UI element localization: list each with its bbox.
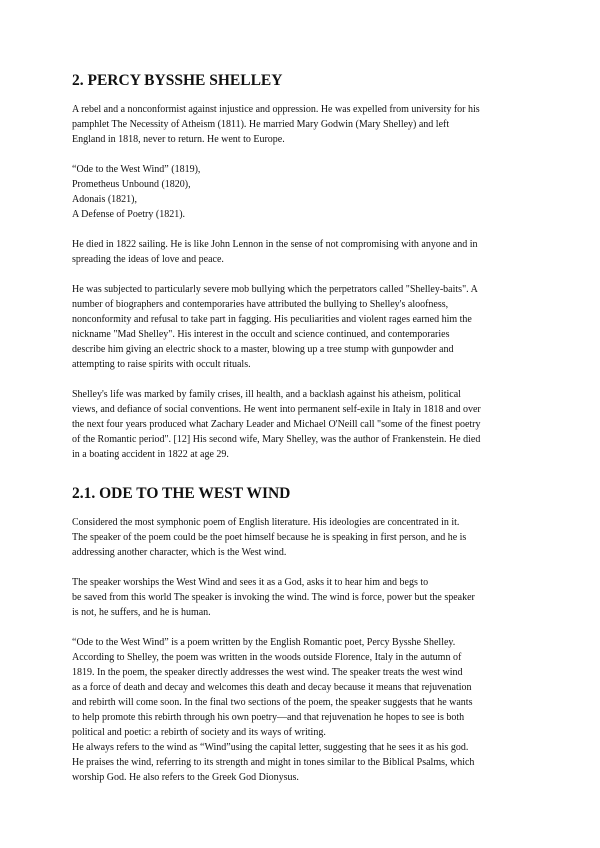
text-line: attempting to raise spirits with occult rituals. xyxy=(72,359,251,370)
text-line: number of biographers and contemporaries have attributed the bullying to Shelley's aloofness, xyxy=(72,299,449,310)
text-line: spreading the ideas of love and peace. xyxy=(72,254,224,265)
paragraph xyxy=(72,575,532,620)
section-body-ode-west-wind xyxy=(72,515,532,785)
text-line: 1819. In the poem, the speaker directly addresses the west wind. The speaker treats the west wind xyxy=(72,667,463,678)
text-line: of the Romantic period". [12] His second wife, Mary Shelley, was the author of Frankenstein. He died xyxy=(72,434,481,445)
text-line: “Ode to the West Wind” (1819), xyxy=(72,164,201,175)
text-line: Adonais (1821), xyxy=(72,194,137,205)
text-line: the next four years produced what Zachary Leader and Michael O'Neill call "some of the finest poetry xyxy=(72,419,481,430)
paragraph xyxy=(72,237,532,267)
text-line: He always refers to the wind as “Wind”using the capital letter, suggesting that he sees it as his god. xyxy=(72,742,469,753)
text-line: in a boating accident in 1822 at age 29. xyxy=(72,449,229,460)
text-line: views, and defiance of social conventions. He went into permanent self-exile in Italy in 1818 and over xyxy=(72,404,481,415)
section-heading-shelley: 2. PERCY BYSSHE SHELLEY xyxy=(72,72,283,89)
text-line: The speaker of the poem could be the poet himself because he is speaking in first person, and he is xyxy=(72,532,467,543)
text-line: nonconformity and refusal to take part in fagging. His peculiarities and violent rages earned him the xyxy=(72,314,472,325)
text-line: “Ode to the West Wind” is a poem written by the English Romantic poet, Percy Bysshe Shelley. xyxy=(72,637,456,648)
text-line: He died in 1822 sailing. He is like John Lennon in the sense of not compromising with anyone and in xyxy=(72,239,478,250)
text-line: pamphlet The Necessity of Atheism (1811). He married Mary Godwin (Mary Shelley) and left xyxy=(72,119,450,130)
text-line: political and poetic: a rebirth of society and its ways of writing. xyxy=(72,727,326,738)
text-line: is not, he suffers, and he is human. xyxy=(72,607,211,618)
text-line: to help promote this rebirth through his own poetry—and that rejuvenation he hopes to see is both xyxy=(72,712,465,723)
document-page xyxy=(72,72,532,785)
text-line: and rebirth will come soon. In the final two sections of the poem, the speaker suggests that he wants xyxy=(72,697,473,708)
text-line: According to Shelley, the poem was written in the woods outside Florence, Italy in the autumn of xyxy=(72,652,462,663)
text-line: addressing another character, which is the West wind. xyxy=(72,547,287,558)
paragraph xyxy=(72,102,532,147)
paragraph xyxy=(72,515,532,560)
paragraph xyxy=(72,635,532,785)
text-line: Shelley's life was marked by family crises, ill health, and a backlash against his atheism, political xyxy=(72,389,461,400)
section-heading-ode-west-wind: 2.1. ODE TO THE WEST WIND xyxy=(72,485,291,502)
text-line: as a force of death and decay and welcomes this death and decay because it means that rejuvenation xyxy=(72,682,472,693)
text-line: He praises the wind, referring to its strength and might in tones similar to the Biblical Psalms, which xyxy=(72,757,475,768)
text-line: The speaker worships the West Wind and sees it as a God, asks it to hear him and begs to xyxy=(72,577,429,588)
text-line: worship God. He also refers to the Greek God Dionysus. xyxy=(72,772,299,783)
text-line: nickname "Mad Shelley". His interest in the occult and science continued, and contemporaries xyxy=(72,329,450,340)
text-line: A rebel and a nonconformist against injustice and oppression. He was expelled from university for his xyxy=(72,104,480,115)
text-line: A Defense of Poetry (1821). xyxy=(72,209,186,220)
text-line: be saved from this world The speaker is invoking the wind. The wind is force, power but the speaker xyxy=(72,592,475,603)
text-line: England in 1818, never to return. He went to Europe. xyxy=(72,134,285,145)
paragraph xyxy=(72,162,532,222)
paragraph xyxy=(72,387,532,462)
text-line: describe him giving an electric shock to a master, blowing up a tree stump with gunpowder and xyxy=(72,344,454,355)
section-ode-west-wind xyxy=(72,485,532,785)
text-line: Prometheus Unbound (1820), xyxy=(72,179,191,190)
text-line: He was subjected to particularly severe mob bullying which the perpetrators called "Shelley-baits". A xyxy=(72,284,478,295)
section-body-shelley xyxy=(72,102,532,462)
paragraph xyxy=(72,282,532,372)
text-line: Considered the most symphonic poem of English literature. His ideologies are concentrated in it. xyxy=(72,517,460,528)
